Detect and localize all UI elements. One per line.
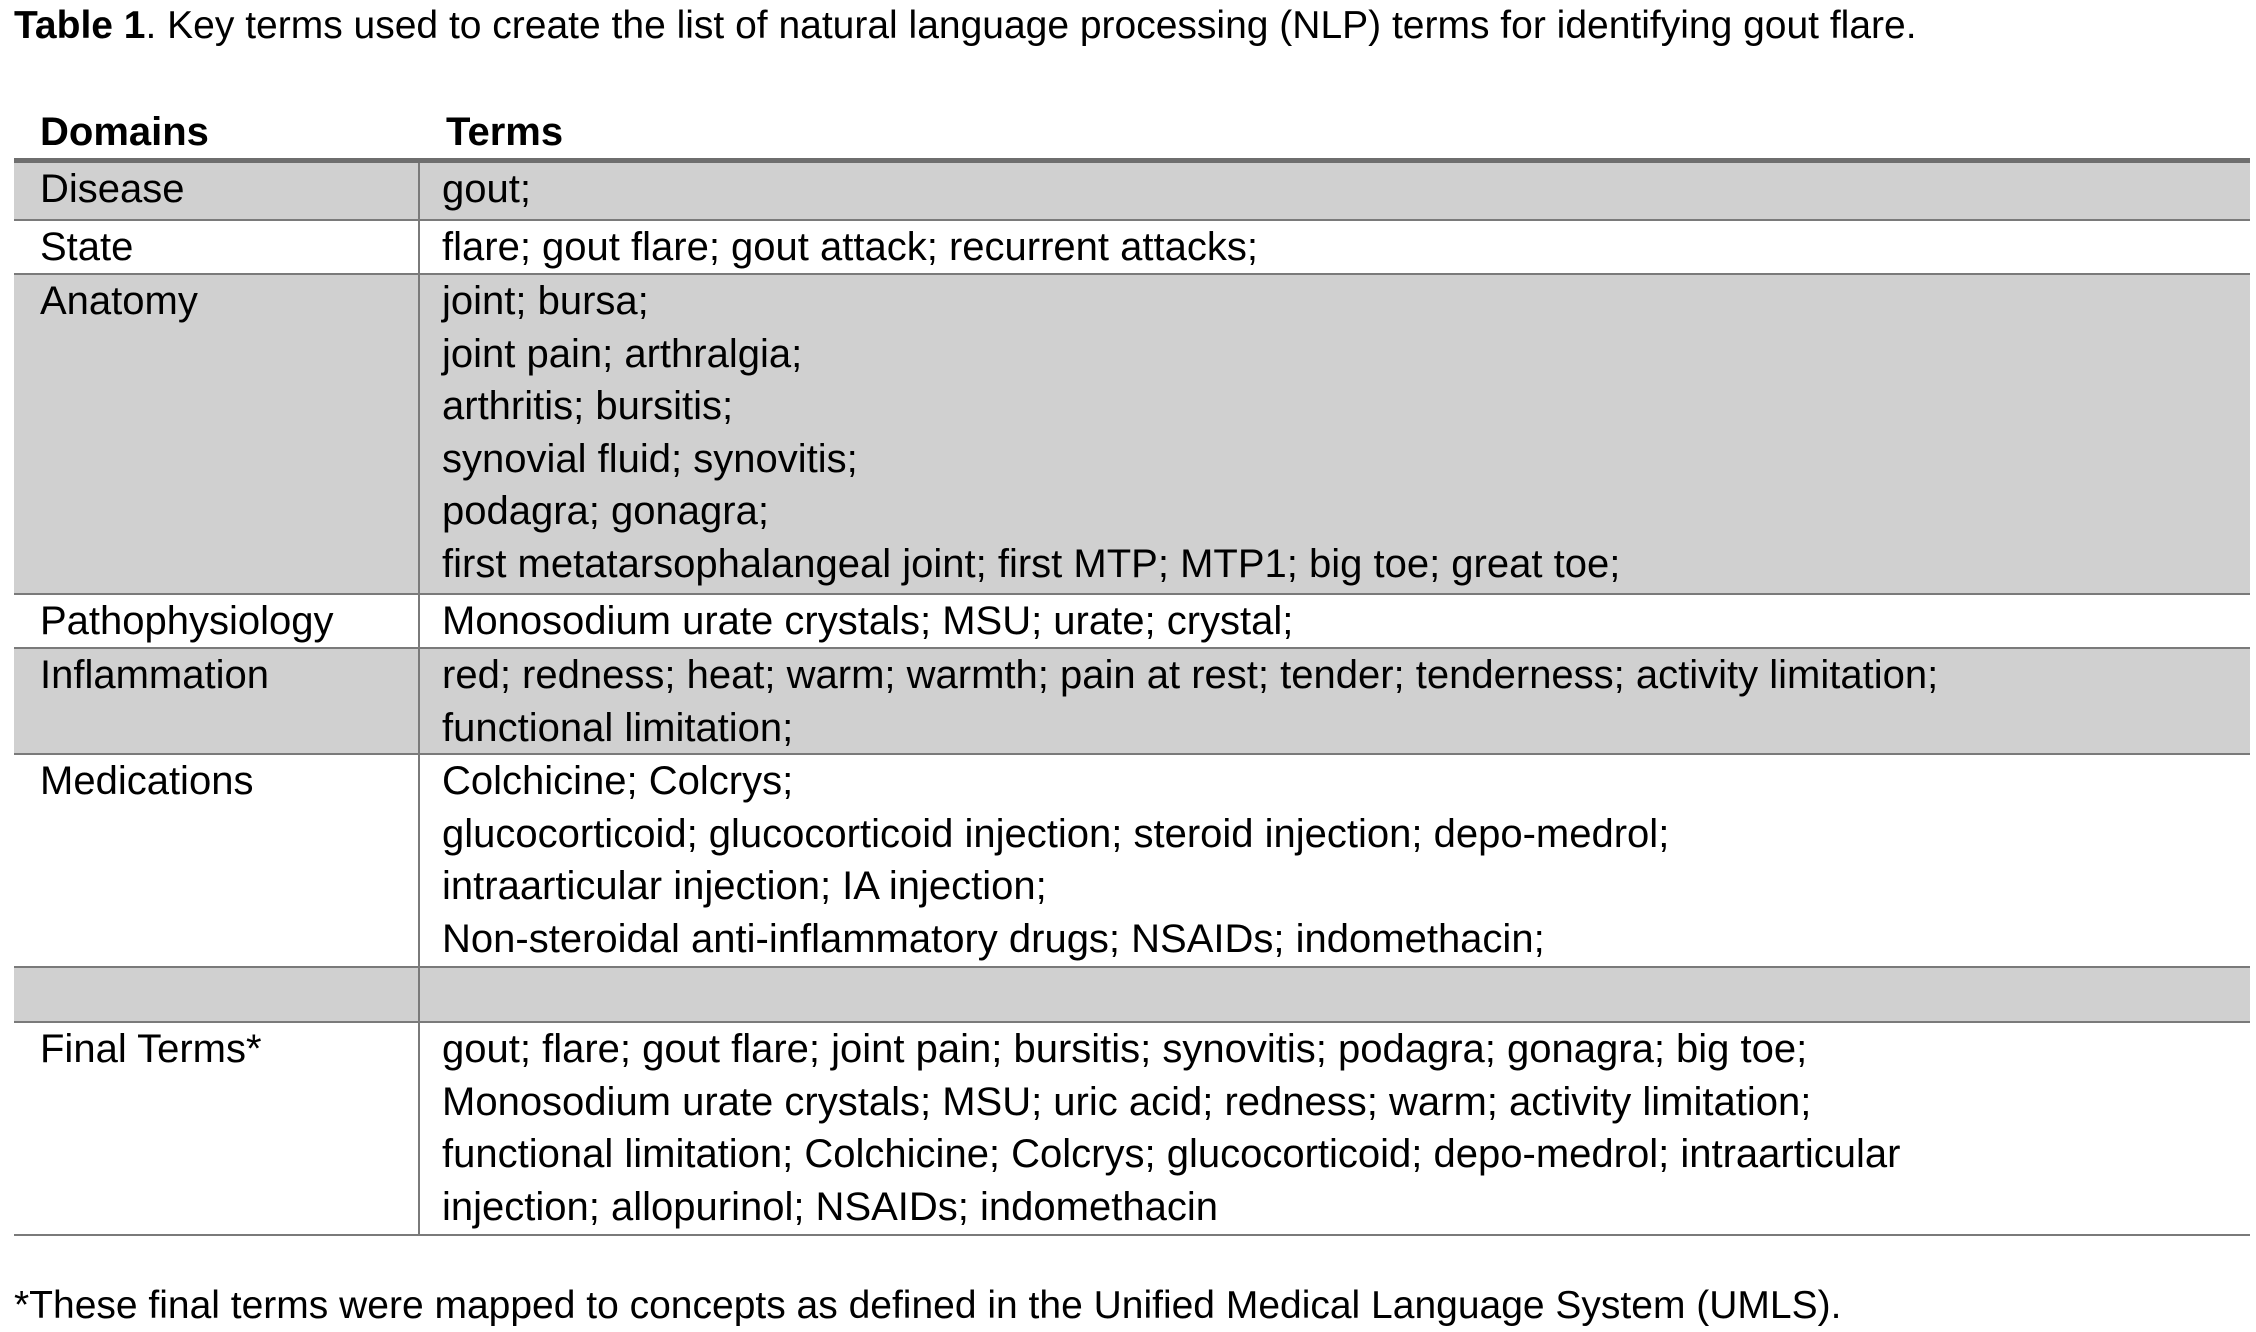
table-row <box>14 968 2250 1023</box>
terms-line: intraarticular injection; IA injection; <box>442 864 1047 908</box>
domain-cell: Anatomy <box>14 275 420 593</box>
terms-line: joint pain; arthralgia; <box>442 331 803 376</box>
terms-cell <box>420 275 2250 593</box>
terms-line: functional limitation; <box>442 705 794 750</box>
terms-line: flare; gout flare; gout attack; recurrent attacks; <box>442 225 1258 269</box>
terms-line: injection; allopurinol; NSAIDs; indomethacin <box>442 1184 1218 1229</box>
terms-cell <box>420 649 2250 753</box>
table-row <box>14 275 2250 595</box>
terms-line: functional limitation; Colchicine; Colcrys; glucocorticoid; depo-medrol; intraarticular <box>442 1132 1901 1176</box>
terms-line: Colchicine; Colcrys; <box>442 759 794 803</box>
domain-cell: Disease <box>14 163 420 219</box>
terms-cell <box>420 221 2250 273</box>
table-header <box>14 106 2250 163</box>
table-row <box>14 595 2250 649</box>
terms-line: Non-steroidal anti-inflammatory drugs; NSAIDs; indomethacin; <box>442 916 1545 961</box>
table-row <box>14 221 2250 275</box>
terms-line: synovial fluid; synovitis; <box>442 436 858 481</box>
terms-table <box>14 106 2250 1236</box>
caption-text: . Key terms used to create the list of natural language processing (NLP) terms for identifying gout flare. <box>145 4 1917 47</box>
table-row <box>14 1023 2250 1236</box>
table-row <box>14 755 2250 968</box>
terms-cell <box>420 755 2250 966</box>
terms-cell <box>420 163 2250 219</box>
terms-line: first metatarsophalangeal joint; first MTP; MTP1; big toe; great toe; <box>442 541 1621 586</box>
table-label: Table 1 <box>14 4 146 47</box>
domain-cell <box>14 968 420 1021</box>
terms-line <box>442 968 2250 1021</box>
terms-cell <box>420 968 2250 1021</box>
terms-line: Monosodium urate crystals; MSU; uric acid; redness; warm; activity limitation; <box>442 1079 1812 1124</box>
header-terms: Terms <box>446 110 564 154</box>
terms-line: arthritis; bursitis; <box>442 384 734 428</box>
terms-line: gout; flare; gout flare; joint pain; bursitis; synovitis; podagra; gonagra; big toe; <box>442 1027 1808 1071</box>
terms-line: glucocorticoid; glucocorticoid injection; steroid injection; depo-medrol; <box>442 811 1670 856</box>
table-row <box>14 163 2250 221</box>
footnote: *These final terms were mapped to concepts as defined in the Unified Medical Language System (UMLS). <box>14 1284 1842 1327</box>
domain-cell: Medications <box>14 755 420 966</box>
terms-line: gout; <box>442 167 531 211</box>
terms-cell <box>420 1023 2250 1234</box>
table-row <box>14 649 2250 755</box>
domain-cell: State <box>14 221 420 273</box>
header-domains: Domains <box>40 110 209 154</box>
terms-line: Monosodium urate crystals; MSU; urate; crystal; <box>442 599 1294 643</box>
domain-cell: Inflammation <box>14 649 420 753</box>
table-caption <box>14 4 1917 48</box>
terms-line: podagra; gonagra; <box>442 489 769 533</box>
terms-line: joint; bursa; <box>442 279 649 323</box>
terms-line: red; redness; heat; warm; warmth; pain at rest; tender; tenderness; activity limitation; <box>442 653 1939 697</box>
domain-cell: Pathophysiology <box>14 595 420 647</box>
terms-cell <box>420 595 2250 647</box>
domain-cell: Final Terms* <box>14 1023 420 1234</box>
